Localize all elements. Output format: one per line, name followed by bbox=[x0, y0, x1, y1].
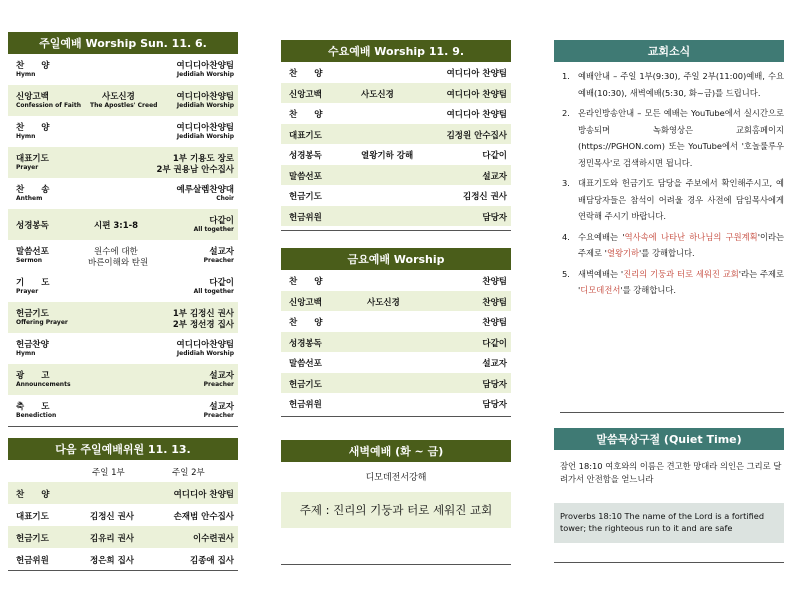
item-leader: 다같이 bbox=[482, 338, 507, 349]
news-text: 수요예배는 ' bbox=[578, 231, 625, 242]
item-name: 기 도 bbox=[16, 278, 50, 288]
item-content: 사도신경 bbox=[361, 89, 394, 100]
sunday-row bbox=[8, 271, 238, 302]
role-name: 찬 양 bbox=[16, 490, 50, 500]
sunday-row bbox=[8, 209, 238, 240]
head-service2: 주일 2부 bbox=[172, 468, 205, 478]
news-item bbox=[554, 229, 784, 262]
wednesday-row bbox=[281, 62, 511, 83]
friday-row bbox=[281, 352, 511, 373]
sunday-row bbox=[8, 147, 238, 178]
item-leader: 여디디아 찬양팀 bbox=[446, 110, 507, 120]
item-leader-sub: Jedidiah Worship bbox=[176, 133, 234, 140]
item-leader: 담당자 bbox=[482, 212, 507, 223]
news-text: 예배안내 – 주일 1부(9:30), 주일 2부(11:00)예배, 수요예배(10:30), 새벽예배(5:30, 화~금)를 드립니다. bbox=[578, 71, 784, 98]
divider bbox=[281, 564, 511, 565]
news-text: 온라인방송안내 – 모든 예배는 YouTube에서 실시간으로 방송되며 녹화영상은 교회홈페이지(https://PGHON.com) 또는 YouTube에서 '호놀룰루우정민목사'로 검색하시면 됩니다. bbox=[578, 108, 784, 168]
sunday-row bbox=[8, 116, 238, 147]
item-name: 헌금위원 bbox=[289, 212, 322, 223]
news-number: 1. bbox=[562, 71, 570, 81]
item-name: 대표기도 bbox=[289, 130, 322, 141]
item-leader: 설교자 bbox=[209, 247, 234, 257]
item-content-sub: The Apostles' Creed bbox=[90, 102, 158, 109]
head-service1: 주일 1부 bbox=[92, 468, 125, 478]
wednesday-row bbox=[281, 206, 511, 227]
news-text: 대표기도와 헌금기도 담당을 주보에서 확인해주시고, 예배담당자들은 참석이 어려울 경우 사전에 담임목사에게 연락해 주시기 바랍니다. bbox=[578, 178, 784, 221]
sunday-row bbox=[8, 54, 238, 85]
news-item bbox=[554, 266, 784, 299]
role-name: 헌금위원 bbox=[16, 556, 49, 566]
news-item bbox=[554, 68, 784, 101]
news-highlight: 열왕기하 bbox=[606, 248, 640, 258]
next-title: 다음 주일예배위원 11. 13. bbox=[55, 443, 191, 456]
item-name-en: Hymn bbox=[16, 350, 36, 357]
divider bbox=[8, 426, 238, 427]
divider bbox=[281, 416, 511, 417]
wednesday-title: 수요예배 Worship 11. 9. bbox=[327, 45, 465, 58]
item-leader-sub: All together bbox=[193, 288, 234, 295]
item-leader: 1부 기용도 장로 bbox=[172, 154, 234, 164]
item-name: 말씀선포 bbox=[289, 359, 322, 369]
item-name-en: Announcements bbox=[16, 381, 71, 388]
sunday-order-list bbox=[8, 54, 238, 426]
sunday-row bbox=[8, 364, 238, 395]
item-leader: 설교자 bbox=[209, 371, 234, 381]
wednesday-header bbox=[281, 40, 511, 62]
wednesday-row bbox=[281, 124, 511, 145]
item-leader: 여디디아 찬양팀 bbox=[446, 69, 507, 79]
news-text: '라는 주제로 ' bbox=[578, 268, 784, 295]
item-leader-sub: Jedidiah Worship bbox=[176, 350, 234, 357]
item-name: 말씀선포 bbox=[16, 247, 49, 257]
wednesday-row bbox=[281, 144, 511, 165]
item-leader: 여디디아찬양팀 bbox=[176, 340, 234, 350]
item-leader: 김정신 권사 bbox=[462, 192, 507, 202]
item-leader-sub: Preacher bbox=[203, 412, 234, 419]
item-leader-sub: 2부 정선경 집사 bbox=[172, 320, 234, 330]
item-leader: 김정원 안수집사 bbox=[446, 130, 507, 141]
item-name: 헌금찬양 bbox=[16, 340, 49, 350]
dawn-theme: 주제 : 진리의 기둥과 터로 세워진 교회 bbox=[281, 492, 511, 528]
friday-row bbox=[281, 270, 511, 291]
item-leader: 설교자 bbox=[482, 171, 507, 182]
item-leader-sub: Jedidiah Worship bbox=[176, 71, 234, 78]
next-row bbox=[8, 548, 238, 570]
friday-order-list bbox=[281, 270, 511, 414]
news-number: 2. bbox=[562, 108, 570, 118]
item-name: 대표기도 bbox=[16, 154, 49, 164]
item-name: 찬 양 bbox=[16, 61, 50, 71]
item-leader: 여디디아찬양팀 bbox=[176, 61, 234, 71]
friday-title: 금요예배 Worship bbox=[347, 253, 445, 266]
item-name-en: Benediction bbox=[16, 412, 57, 419]
friday-row bbox=[281, 332, 511, 353]
item-leader: 예루살렘찬양대 bbox=[176, 185, 234, 195]
item-leader: 여디디아 찬양팀 bbox=[446, 89, 507, 100]
item-name: 신앙고백 bbox=[289, 297, 322, 308]
divider bbox=[281, 230, 511, 231]
item-name-en: Prayer bbox=[16, 164, 39, 171]
sunday-row bbox=[8, 178, 238, 209]
wednesday-row bbox=[281, 165, 511, 186]
news-text: '를 강해합니다. bbox=[620, 285, 677, 295]
item-name: 찬 송 bbox=[16, 185, 50, 195]
item-leader: 설교자 bbox=[482, 359, 507, 369]
news-highlight: 역사속에 나타난 하나님의 구원계획 bbox=[624, 231, 758, 242]
item-leader: 찬양팀 bbox=[482, 297, 507, 308]
item-leader-sub: 2부 권용남 안수집사 bbox=[156, 165, 234, 175]
news-list bbox=[554, 68, 784, 303]
divider bbox=[560, 412, 784, 413]
friday-row bbox=[281, 291, 511, 312]
item-name: 헌금위원 bbox=[289, 400, 322, 410]
news-title: 교회소식 bbox=[647, 45, 691, 58]
item-name: 찬 양 bbox=[289, 277, 323, 287]
news-highlight: 디모데전서 bbox=[580, 285, 621, 295]
wednesday-row bbox=[281, 83, 511, 104]
item-content: 시편 3:1-8 bbox=[94, 221, 139, 231]
friday-row bbox=[281, 393, 511, 414]
qt-english-box bbox=[554, 503, 784, 543]
next-column-heads bbox=[8, 460, 238, 482]
sunday-row bbox=[8, 395, 238, 426]
item-leader-sub: Preacher bbox=[203, 257, 234, 264]
item-content: 사도신경 bbox=[102, 92, 135, 102]
divider bbox=[554, 562, 784, 563]
wednesday-row bbox=[281, 185, 511, 206]
friday-row bbox=[281, 373, 511, 394]
service2-person: 손재범 안수집사 bbox=[173, 512, 234, 522]
news-number: 4. bbox=[562, 231, 570, 242]
item-leader: 다같이 bbox=[209, 278, 234, 288]
news-item bbox=[554, 175, 784, 225]
news-number: 3. bbox=[562, 178, 570, 188]
service2-person: 이수련권사 bbox=[192, 534, 234, 544]
item-leader-sub: All together bbox=[193, 226, 234, 233]
qt-header bbox=[554, 428, 784, 450]
item-name: 찬 양 bbox=[289, 318, 323, 328]
item-name: 광 고 bbox=[16, 371, 50, 381]
news-number: 5. bbox=[562, 268, 570, 279]
sunday-row bbox=[8, 85, 238, 116]
item-name: 찬 양 bbox=[289, 69, 323, 79]
item-leader: 담당자 bbox=[482, 379, 507, 390]
qt-korean: 잠언 18:10 여호와의 이름은 견고한 망대라 의인은 그리로 달려가서 안전함을 얻느니라 bbox=[560, 461, 782, 484]
news-highlight: 진리의 기둥과 터로 세워진 교회 bbox=[623, 268, 739, 279]
item-name: 찬 양 bbox=[16, 123, 50, 133]
item-name: 신앙고백 bbox=[16, 92, 49, 102]
qt-english: Proverbs 18:10 The name of the Lord is a fortified tower; the righteous run to it and are safe bbox=[560, 511, 765, 533]
news-header bbox=[554, 40, 784, 62]
item-leader: 다같이 bbox=[209, 216, 234, 226]
item-name: 성경봉독 bbox=[289, 151, 322, 161]
dawn-subtitle: 디모데전서강해 bbox=[365, 473, 427, 483]
role-name: 헌금기도 bbox=[16, 534, 49, 544]
next-row bbox=[8, 504, 238, 526]
service1-person: 김유리 권사 bbox=[90, 534, 135, 544]
next-row bbox=[8, 482, 238, 504]
item-name-en: Confession of Faith bbox=[16, 102, 81, 109]
item-leader: 1부 김정신 권사 bbox=[172, 309, 234, 319]
next-header bbox=[8, 438, 238, 460]
item-leader-sub: Preacher bbox=[203, 381, 234, 388]
item-leader: 담당자 bbox=[482, 400, 507, 410]
item-leader: 여디디아찬양팀 bbox=[176, 92, 234, 102]
item-leader: 찬양팀 bbox=[482, 277, 507, 287]
news-item bbox=[554, 105, 784, 171]
sunday-header bbox=[8, 32, 238, 54]
item-name-en: Sermon bbox=[16, 257, 42, 264]
item-leader-sub: Jedidiah Worship bbox=[176, 102, 234, 109]
sunday-row bbox=[8, 240, 238, 271]
item-name-en: Hymn bbox=[16, 133, 36, 140]
item-name: 헌금기도 bbox=[289, 379, 322, 390]
sunday-row bbox=[8, 333, 238, 364]
wednesday-row bbox=[281, 103, 511, 124]
dawn-header bbox=[281, 440, 511, 462]
role-name: 대표기도 bbox=[16, 512, 49, 522]
item-name: 신앙고백 bbox=[289, 89, 322, 100]
item-content: 열왕기하 강해 bbox=[361, 151, 414, 161]
item-content-sub: 바른이해와 탄원 bbox=[88, 258, 149, 268]
item-name: 찬 양 bbox=[289, 110, 323, 120]
item-leader: 여디디아찬양팀 bbox=[176, 123, 234, 133]
friday-header bbox=[281, 248, 511, 270]
item-name: 헌금기도 bbox=[16, 309, 49, 319]
item-name-en: Anthem bbox=[16, 195, 43, 202]
next-row bbox=[8, 526, 238, 548]
item-leader: 찬양팀 bbox=[482, 318, 507, 328]
item-leader-sub: Choir bbox=[216, 195, 234, 202]
item-name-en: Prayer bbox=[16, 288, 39, 295]
friday-row bbox=[281, 311, 511, 332]
dawn-title: 새벽예배 (화 ~ 금) bbox=[348, 445, 444, 458]
item-leader: 설교자 bbox=[209, 402, 234, 412]
item-name: 성경봉독 bbox=[16, 221, 49, 231]
sunday-row bbox=[8, 302, 238, 333]
sunday-title: 주일예배 Worship Sun. 11. 6. bbox=[39, 37, 207, 50]
qt-title: 말씀묵상구절 (Quiet Time) bbox=[596, 433, 742, 446]
service2-person: 여디디아 찬양팀 bbox=[173, 490, 234, 500]
news-text: 새벽예배는 ' bbox=[578, 268, 624, 279]
service1-person: 김정신 권사 bbox=[90, 512, 135, 522]
item-name: 축 도 bbox=[16, 402, 50, 412]
news-text: '이라는 주제로 ' bbox=[578, 231, 785, 258]
next-committee-list bbox=[8, 482, 238, 570]
service2-person: 김종애 집사 bbox=[189, 556, 234, 566]
item-content: 사도신경 bbox=[367, 297, 400, 308]
item-name-en: Hymn bbox=[16, 71, 36, 78]
item-leader: 다같이 bbox=[482, 151, 507, 161]
news-text: '를 강해합니다. bbox=[639, 248, 695, 258]
divider bbox=[8, 570, 238, 571]
wednesday-order-list bbox=[281, 62, 511, 226]
item-content: 원수에 대한 bbox=[94, 247, 138, 257]
item-name: 말씀선포 bbox=[289, 171, 322, 182]
item-name: 성경봉독 bbox=[289, 338, 322, 349]
item-name-en: Offering Prayer bbox=[16, 319, 68, 326]
item-name: 헌금기도 bbox=[289, 192, 322, 202]
service1-person: 정은희 집사 bbox=[90, 556, 135, 566]
